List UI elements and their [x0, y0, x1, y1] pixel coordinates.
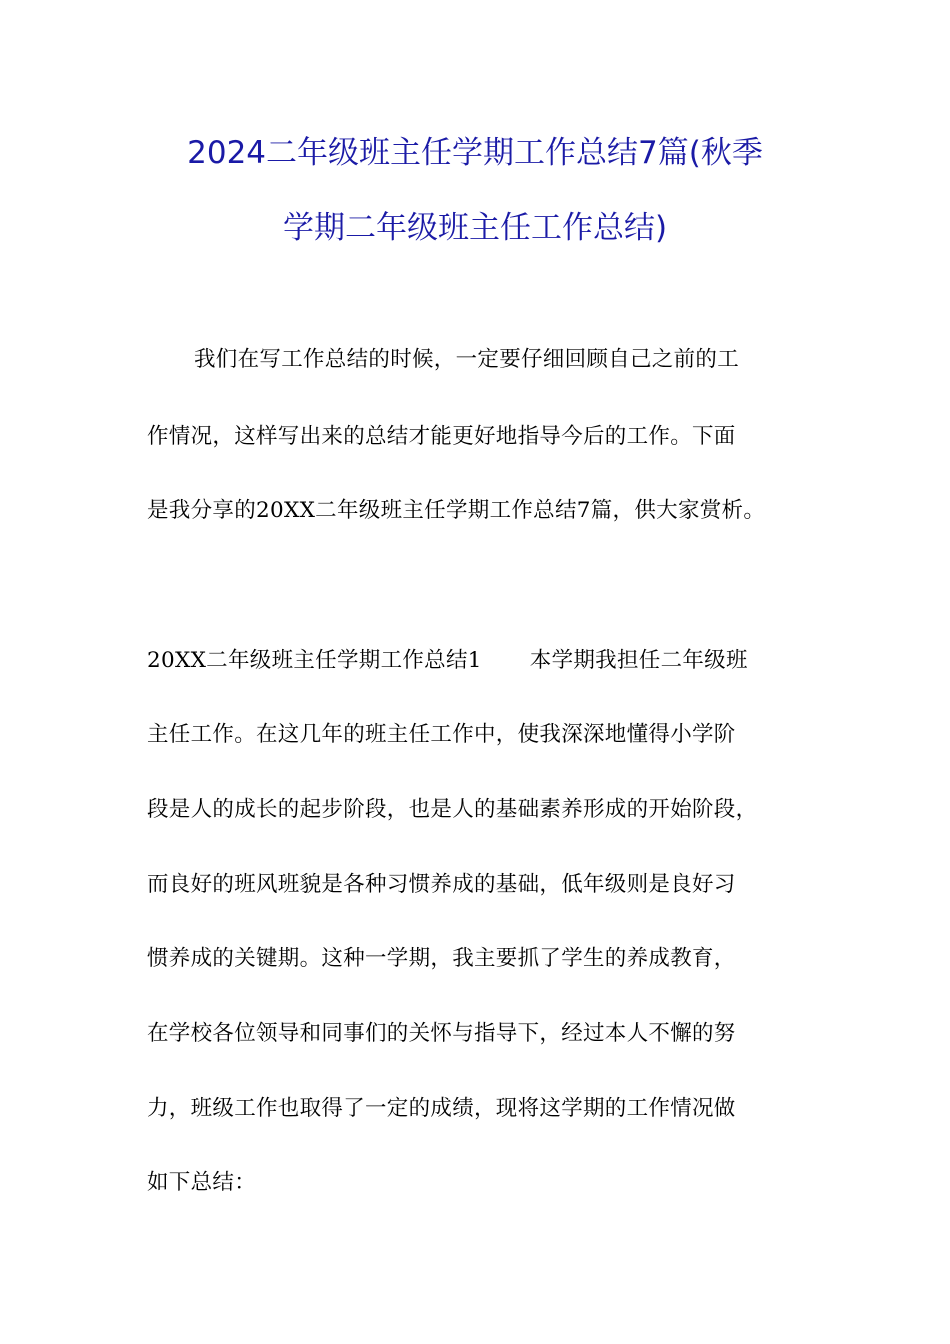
intro-line-3: 是我分享的20XX二年级班主任学期工作总结7篇，供大家赏析。 — [147, 498, 766, 523]
section-1-first-line-text: 本学期我担任二年级班 — [529, 648, 748, 673]
document-title-line-2: 学期二年级班主任工作总结) — [282, 210, 668, 246]
intro-line-1: 我们在写工作总结的时候，一定要仔细回顾自己之前的工 — [194, 347, 740, 372]
document-title-line-1: 2024二年级班主任学期工作总结7篇(秋季 — [187, 135, 763, 171]
section-1-line-7: 力，班级工作也取得了一定的成绩，现将这学期的工作情况做 — [147, 1096, 736, 1121]
section-1-heading: 20XX二年级班主任学期工作总结1 — [147, 648, 482, 673]
section-1-line-8: 如下总结： — [147, 1170, 257, 1195]
section-1-first-line — [147, 646, 827, 676]
intro-line-2: 作情况，这样写出来的总结才能更好地指导今后的工作。下面 — [147, 424, 736, 449]
section-1-line-2: 主任工作。在这几年的班主任工作中，使我深深地懂得小学阶 — [147, 722, 736, 747]
section-1-line-5: 惯养成的关键期。这种一学期，我主要抓了学生的养成教育， — [147, 946, 736, 971]
section-1-line-3: 段是人的成长的起步阶段，也是人的基础素养形成的开始阶段， — [147, 797, 758, 822]
section-1-line-6: 在学校各位领导和同事们的关怀与指导下，经过本人不懈的努 — [147, 1021, 736, 1046]
section-1-line-4: 而良好的班风班貌是各种习惯养成的基础，低年级则是良好习 — [147, 872, 736, 897]
